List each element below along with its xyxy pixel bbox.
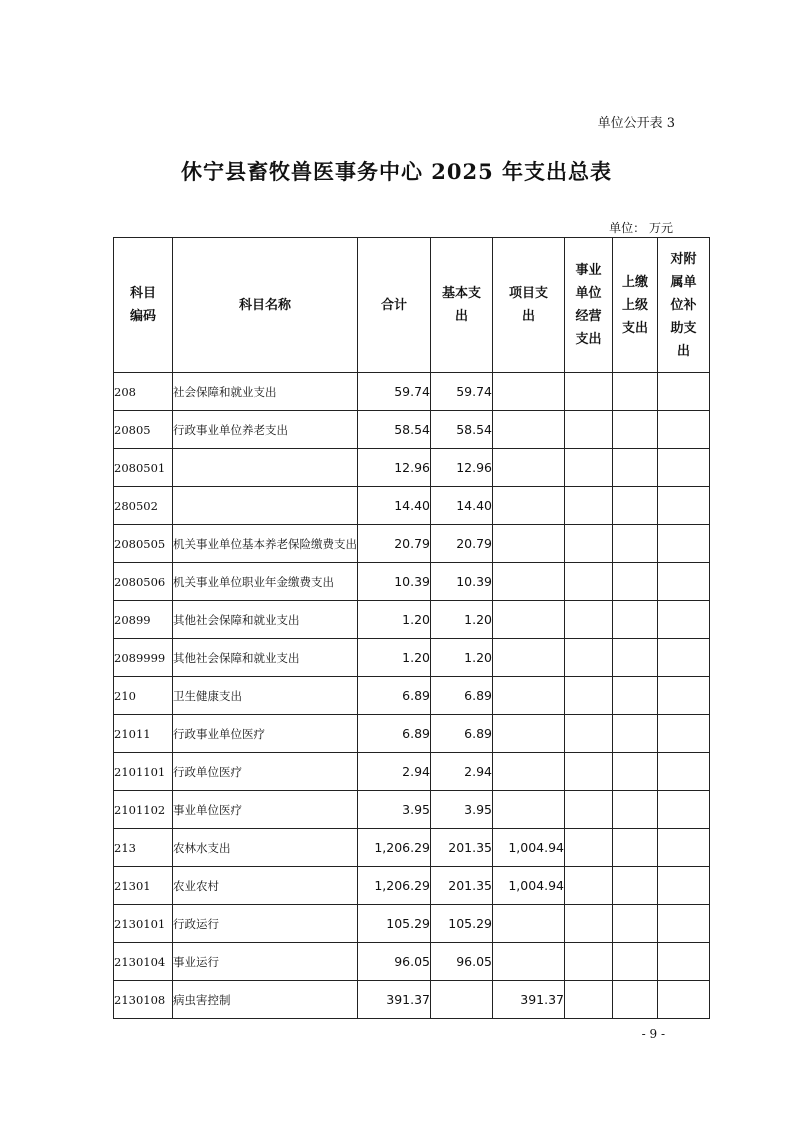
cell-total: 6.89 xyxy=(358,677,431,715)
table-row xyxy=(114,867,710,905)
table-row xyxy=(114,753,710,791)
cell-name: 机关事业单位基本养老保险缴费支出 xyxy=(173,525,358,563)
table-row xyxy=(114,639,710,677)
cell-total: 10.39 xyxy=(358,563,431,601)
header-name: 科目名称 xyxy=(173,238,358,373)
cell-business xyxy=(565,487,613,525)
cell-subsidy xyxy=(658,639,710,677)
cell-upper xyxy=(613,715,658,753)
cell-business xyxy=(565,753,613,791)
table-row xyxy=(114,829,710,867)
cell-basic: 105.29 xyxy=(431,905,493,943)
cell-upper xyxy=(613,905,658,943)
cell-name xyxy=(173,487,358,525)
cell-code: 20899 xyxy=(114,601,173,639)
cell-upper xyxy=(613,981,658,1019)
table-label: 单位公开表 3 xyxy=(597,116,675,131)
cell-code: 2080506 xyxy=(114,563,173,601)
cell-name xyxy=(173,449,358,487)
cell-upper xyxy=(613,867,658,905)
table-row xyxy=(114,981,710,1019)
page-number: - 9 - xyxy=(641,1027,665,1041)
cell-business xyxy=(565,905,613,943)
cell-subsidy xyxy=(658,563,710,601)
cell-total: 2.94 xyxy=(358,753,431,791)
cell-code: 21301 xyxy=(114,867,173,905)
cell-subsidy xyxy=(658,487,710,525)
cell-basic: 58.54 xyxy=(431,411,493,449)
cell-business xyxy=(565,449,613,487)
cell-total: 12.96 xyxy=(358,449,431,487)
cell-business xyxy=(565,639,613,677)
cell-name: 行政事业单位医疗 xyxy=(173,715,358,753)
cell-name: 其他社会保障和就业支出 xyxy=(173,601,358,639)
cell-subsidy xyxy=(658,601,710,639)
cell-name: 行政单位医疗 xyxy=(173,753,358,791)
cell-total: 1,206.29 xyxy=(358,867,431,905)
cell-business xyxy=(565,601,613,639)
cell-business xyxy=(565,829,613,867)
cell-subsidy xyxy=(658,373,710,411)
cell-basic: 6.89 xyxy=(431,677,493,715)
cell-business xyxy=(565,981,613,1019)
header-business: 事业单位经营支出 xyxy=(565,238,613,373)
cell-total: 14.40 xyxy=(358,487,431,525)
cell-total: 1.20 xyxy=(358,639,431,677)
cell-project xyxy=(493,677,565,715)
header-total: 合计 xyxy=(358,238,431,373)
cell-project: 391.37 xyxy=(493,981,565,1019)
cell-basic: 6.89 xyxy=(431,715,493,753)
cell-project xyxy=(493,525,565,563)
cell-code: 213 xyxy=(114,829,173,867)
cell-basic: 59.74 xyxy=(431,373,493,411)
header-basic: 基本支出 xyxy=(431,238,493,373)
cell-name: 农林水支出 xyxy=(173,829,358,867)
cell-code: 280502 xyxy=(114,487,173,525)
cell-total: 20.79 xyxy=(358,525,431,563)
cell-project xyxy=(493,753,565,791)
cell-basic: 3.95 xyxy=(431,791,493,829)
cell-upper xyxy=(613,373,658,411)
cell-code: 2089999 xyxy=(114,639,173,677)
table-row xyxy=(114,791,710,829)
header-subsidy: 对附属单位补助支出 xyxy=(658,238,710,373)
cell-name: 机关事业单位职业年金缴费支出 xyxy=(173,563,358,601)
header-code: 科目编码 xyxy=(114,238,173,373)
cell-name: 卫生健康支出 xyxy=(173,677,358,715)
cell-name: 事业单位医疗 xyxy=(173,791,358,829)
cell-upper xyxy=(613,411,658,449)
cell-code: 2101102 xyxy=(114,791,173,829)
cell-basic: 1.20 xyxy=(431,601,493,639)
cell-basic: 96.05 xyxy=(431,943,493,981)
cell-code: 210 xyxy=(114,677,173,715)
table-row xyxy=(114,677,710,715)
cell-code: 2130101 xyxy=(114,905,173,943)
cell-upper xyxy=(613,829,658,867)
cell-total: 96.05 xyxy=(358,943,431,981)
cell-project xyxy=(493,791,565,829)
cell-total: 6.89 xyxy=(358,715,431,753)
cell-business xyxy=(565,373,613,411)
cell-upper xyxy=(613,639,658,677)
cell-basic: 14.40 xyxy=(431,487,493,525)
cell-upper xyxy=(613,487,658,525)
cell-code: 208 xyxy=(114,373,173,411)
cell-business xyxy=(565,715,613,753)
cell-code: 2130104 xyxy=(114,943,173,981)
cell-basic: 12.96 xyxy=(431,449,493,487)
cell-total: 105.29 xyxy=(358,905,431,943)
cell-upper xyxy=(613,677,658,715)
header-project: 项目支出 xyxy=(493,238,565,373)
cell-business xyxy=(565,791,613,829)
cell-upper xyxy=(613,525,658,563)
cell-project xyxy=(493,487,565,525)
cell-code: 2130108 xyxy=(114,981,173,1019)
cell-code: 2101101 xyxy=(114,753,173,791)
cell-total: 1,206.29 xyxy=(358,829,431,867)
cell-project xyxy=(493,905,565,943)
cell-basic: 201.35 xyxy=(431,867,493,905)
cell-subsidy xyxy=(658,525,710,563)
cell-project xyxy=(493,715,565,753)
header-upper: 上缴上级支出 xyxy=(613,238,658,373)
cell-subsidy xyxy=(658,829,710,867)
table-row xyxy=(114,449,710,487)
cell-upper xyxy=(613,601,658,639)
cell-name: 行政运行 xyxy=(173,905,358,943)
cell-upper xyxy=(613,753,658,791)
cell-subsidy xyxy=(658,677,710,715)
cell-project: 1,004.94 xyxy=(493,829,565,867)
cell-upper xyxy=(613,449,658,487)
cell-basic: 10.39 xyxy=(431,563,493,601)
cell-total: 1.20 xyxy=(358,601,431,639)
cell-total: 391.37 xyxy=(358,981,431,1019)
cell-name: 病虫害控制 xyxy=(173,981,358,1019)
cell-code: 2080501 xyxy=(114,449,173,487)
cell-basic xyxy=(431,981,493,1019)
table-row xyxy=(114,601,710,639)
table-row xyxy=(114,905,710,943)
table-row xyxy=(114,525,710,563)
cell-name: 社会保障和就业支出 xyxy=(173,373,358,411)
cell-total: 3.95 xyxy=(358,791,431,829)
table-row xyxy=(114,373,710,411)
table-row xyxy=(114,943,710,981)
cell-basic: 20.79 xyxy=(431,525,493,563)
cell-total: 58.54 xyxy=(358,411,431,449)
cell-project xyxy=(493,639,565,677)
cell-name: 其他社会保障和就业支出 xyxy=(173,639,358,677)
table-row xyxy=(114,715,710,753)
cell-basic: 201.35 xyxy=(431,829,493,867)
cell-code: 2080505 xyxy=(114,525,173,563)
cell-project: 1,004.94 xyxy=(493,867,565,905)
cell-subsidy xyxy=(658,905,710,943)
cell-subsidy xyxy=(658,943,710,981)
cell-upper xyxy=(613,791,658,829)
cell-business xyxy=(565,563,613,601)
document-title: 休宁县畜牧兽医事务中心 2025 年支出总表 xyxy=(180,159,613,184)
cell-business xyxy=(565,525,613,563)
table-row xyxy=(114,563,710,601)
cell-total: 59.74 xyxy=(358,373,431,411)
cell-business xyxy=(565,867,613,905)
cell-code: 21011 xyxy=(114,715,173,753)
table-row xyxy=(114,411,710,449)
table-body xyxy=(114,373,710,1019)
unit-label: 单位： 万元 xyxy=(609,221,673,235)
cell-name: 行政事业单位养老支出 xyxy=(173,411,358,449)
cell-business xyxy=(565,411,613,449)
cell-code: 20805 xyxy=(114,411,173,449)
cell-subsidy xyxy=(658,981,710,1019)
table-header-row xyxy=(114,238,710,373)
cell-basic: 2.94 xyxy=(431,753,493,791)
cell-basic: 1.20 xyxy=(431,639,493,677)
cell-business xyxy=(565,943,613,981)
cell-name: 事业运行 xyxy=(173,943,358,981)
cell-name: 农业农村 xyxy=(173,867,358,905)
cell-subsidy xyxy=(658,867,710,905)
cell-project xyxy=(493,601,565,639)
cell-subsidy xyxy=(658,753,710,791)
cell-subsidy xyxy=(658,791,710,829)
cell-subsidy xyxy=(658,449,710,487)
expenditure-table xyxy=(113,237,710,1019)
cell-project xyxy=(493,943,565,981)
cell-project xyxy=(493,373,565,411)
cell-project xyxy=(493,411,565,449)
cell-business xyxy=(565,677,613,715)
cell-project xyxy=(493,449,565,487)
table-row xyxy=(114,487,710,525)
cell-subsidy xyxy=(658,411,710,449)
cell-upper xyxy=(613,563,658,601)
cell-upper xyxy=(613,943,658,981)
cell-project xyxy=(493,563,565,601)
cell-subsidy xyxy=(658,715,710,753)
